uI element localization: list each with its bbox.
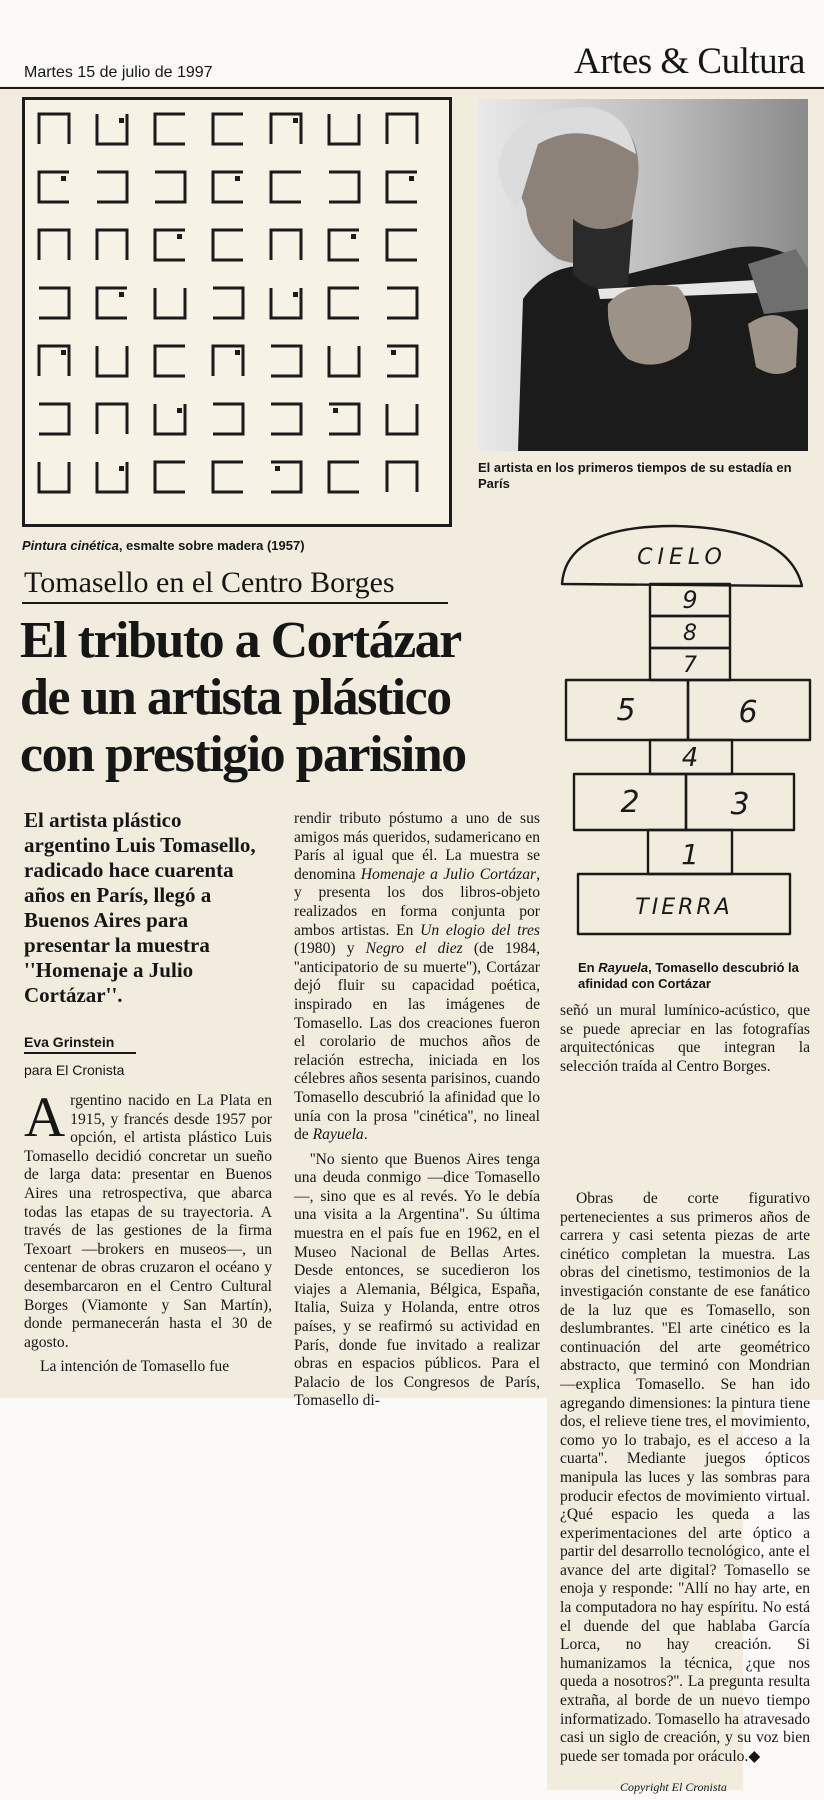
painting-dot [293,292,298,297]
paragraph-1 [24,1086,272,1352]
painting-caption [22,538,305,554]
headline-line-2: de un artista plástico [20,669,451,726]
paragraph-2-continued [294,810,540,1145]
painting-open-square [97,172,127,202]
paragraph-4-text: Obras de corte figurativo pertenecientes a sus primeros años de carrera y casi setenta piezas de arte cinético completan la muestra. Las obras del cinetismo, testimonios de la investigación constante de ese fanático de la luz que es Tomasello, son deslumbrantes. ''El arte cinético es la continuación del arte geométrico abstracto, que terminó con Mondrian —explica Tomasello. Se han ido agregando dimensiones: la pintura tiene dos, el relieve tiene tres, el movimiento, como yo lo trabajo, es el acceso a la cuarta''. Mediante juegos ópticos manipula las luces y las sombras para producir efectos de movimiento virtual. ¿Qué espacio les queda a las experimentaciones del arte óptico a partir del desarrollo tecnológico, ante el avance del arte digital? Tomasello se enoja y responde: ''Allí no hay arte, en la computadora no hay espíritu. No está el duende del que hablaba García Lorca, no hay creación. Si humanizamos la técnica, ¿que nos queda a nosotros?''. La pregunta resulta extraña, al borde de un nuevo tiempo informatizado. Tomasello ha atravesado casi un siglo de creación, y su voz bien puede ser tomada por oráculo. [560,1190,810,1765]
p2-title-negro: Negro el diez [365,940,463,958]
p2-text-end: . [363,1126,368,1144]
hop-caption-pre: En [578,960,599,975]
paragraph-3-continued: señó un mural lumínico-acústico, que se puede apreciar en las fotografías arquitectónicas que integran la selección traída al Centro Borges. [560,1002,810,1075]
painting-open-square [271,404,301,434]
rayuela-hopscotch-drawing [556,522,812,952]
hop-number-9: 9 [682,586,698,614]
painting-dot [275,466,280,471]
painting-open-square [97,346,127,376]
painting-open-square [213,230,243,260]
painting-open-square [271,346,301,376]
artist-photo [478,99,808,451]
section-title: Artes & Cultura [574,41,805,82]
painting-open-square [155,114,185,144]
painting-open-square [39,114,69,144]
painting-open-square [387,404,417,434]
main-headline [20,612,466,783]
drop-cap: A [24,1086,66,1149]
painting-caption-rest: , esmalte sobre madera (1957) [118,538,305,553]
author-name: Eva Grinstein [24,1034,115,1050]
painting-open-square [39,230,69,260]
hop-caption-title: Rayuela [598,960,649,975]
painting-open-square [271,172,301,202]
painting-open-square [155,346,185,376]
kicker-headline: Tomasello en el Centro Borges [24,566,395,599]
painting-caption-title: Pintura cinética [22,538,119,553]
p2-title-elogio: Un elogio del tres [420,921,540,939]
p2-text-c: (1980) y [294,940,366,958]
author-outlet: para El Cronista [24,1062,125,1078]
hopscotch-caption [578,960,810,992]
painting-open-square [213,404,243,434]
hop-caption-rest: , Tomasello descubrió la afinidad con Cortázar [578,960,799,991]
article-column-2 [294,810,540,1411]
kicker-rule [22,602,448,604]
headline-line-1: El tributo a Cortázar [20,612,461,669]
p2-text-a: rendir tributo póstumo a uno de sus amigos más queridos, sudamericano en París al igual que él. La muestra se denomina [294,810,540,883]
hop-label-cielo: CIELO [637,545,727,570]
painting-open-square [329,114,359,144]
paragraph-1-text: rgentino nacido en La Plata en 1915, y francés desde 1957 por opción, el artista plástico Luis Tomasello decidió concretar un sueño de larga data: presentar en Buenos Aires una retrospectiva, que abarca todas las etapas de su trayectoria. A través de las gestiones de la firma Texoart —brokers en museos—, un centenar de obras cruzaron el océano y desembarcaron en el Centro Cultural Borges (Viamonte y San Martín), donde permanecerán hasta el 30 de agosto. [24,1092,272,1351]
painting-open-square [387,230,417,260]
hop-label-tierra: TIERRA [635,895,733,920]
painting-dot [235,350,240,355]
issue-date: Martes 15 de julio de 1997 [24,64,213,81]
painting-open-square [387,114,417,144]
painting-open-square [155,172,185,202]
hop-number-5: 5 [616,693,636,728]
painting-dot [235,176,240,181]
paragraph-2-start: La intención de Tomasello fue [40,1358,230,1376]
painting-dot [119,466,124,471]
painting-open-square [97,230,127,260]
paragraph-3: ''No siento que Buenos Aires tenga una deuda conmigo —dice Tomasello—, sino que es al revés. Yo le debía una visita a la Argentina''. Su última muestra en el país fue en 1962, en el Museo Nacional de Bellas Artes. Desde entonces, se sucedieron los viajes a Alemania, Bélgica, España, Italia, Suiza y Holanda, entre otros países, y se reafirmó su actividad en París, donde fue invitado a realizar obras en espacios públicos. Para el Palacio de los Congresos de París, Tomasello di- [294,1150,540,1410]
painting-open-square [213,288,243,318]
painting-open-square [39,462,69,492]
end-mark: ◆ [748,1747,761,1765]
hop-number-2: 2 [620,785,640,820]
painting-dot [391,350,396,355]
article-column-1 [24,1086,272,1377]
hop-number-8: 8 [683,621,697,646]
p2-text-d: (de 1984, ''anticipatorio de su muerte''), Cortázar dejó fluir su capacidad poética, inspirado en las imágenes de Tomasello. Las dos creaciones fueron el corolario de muchos años de relación estrecha, iniciada en los célebres años sesenta parisinos, cuando Tomasello descubrió la afinidad que lo unía con la prosa ''cinética'', no lineal de [294,940,540,1144]
painting-dot [119,292,124,297]
painting-open-square [271,230,301,260]
painting-open-square [39,288,69,318]
painting-dot [177,408,182,413]
painting-open-square [387,288,417,318]
hop-number-1: 1 [681,838,699,871]
hop-number-6: 6 [738,695,758,730]
painting-open-square [329,288,359,318]
painting-open-square [213,114,243,144]
painting-open-square [97,404,127,434]
article-column-3b [560,1190,810,1766]
painting-dot [177,234,182,239]
painting-open-square [213,462,243,492]
paragraph-4 [560,1190,810,1766]
article-column-3 [560,1002,810,1076]
byline-rule [24,1052,136,1054]
painting-open-square [155,288,185,318]
painting-dot [409,176,414,181]
header-rule [0,87,824,89]
painting-open-square [387,462,417,492]
painting-open-square [329,346,359,376]
p2-title-homenaje: Homenaje a Julio Cortázar [360,865,537,883]
hop-number-7: 7 [683,653,697,678]
hop-number-3: 3 [730,787,750,822]
painting-dot [293,118,298,123]
photo-caption: El artista en los primeros tiempos de su estadía en París [478,460,792,491]
painting-dot [351,234,356,239]
painting-open-square [155,462,185,492]
painting-dot [333,408,338,413]
copyright-notice: Copyright El Cronista [620,1780,727,1794]
p2-text-b: , y presenta los dos libros-objeto realizados en forma conjunta por ambos artistas. En [294,865,540,939]
headline-line-3: con prestigio parisino [20,726,466,783]
painting-dot [61,176,66,181]
painting-dot [119,118,124,123]
article-lede: El artista plástico argentino Luis Tomasello, radicado hace cuarenta años en París, llegó a Buenos Aires para presentar la muestra ''Homenaje a Julio Cortázar''. [24,808,256,1007]
kinetic-painting-image [22,97,452,527]
hop-number-4: 4 [681,743,699,773]
painting-open-square [39,404,69,434]
painting-open-square [329,172,359,202]
painting-dot [61,350,66,355]
painting-open-square [329,462,359,492]
p2-title-rayuela: Rayuela [312,1126,364,1144]
